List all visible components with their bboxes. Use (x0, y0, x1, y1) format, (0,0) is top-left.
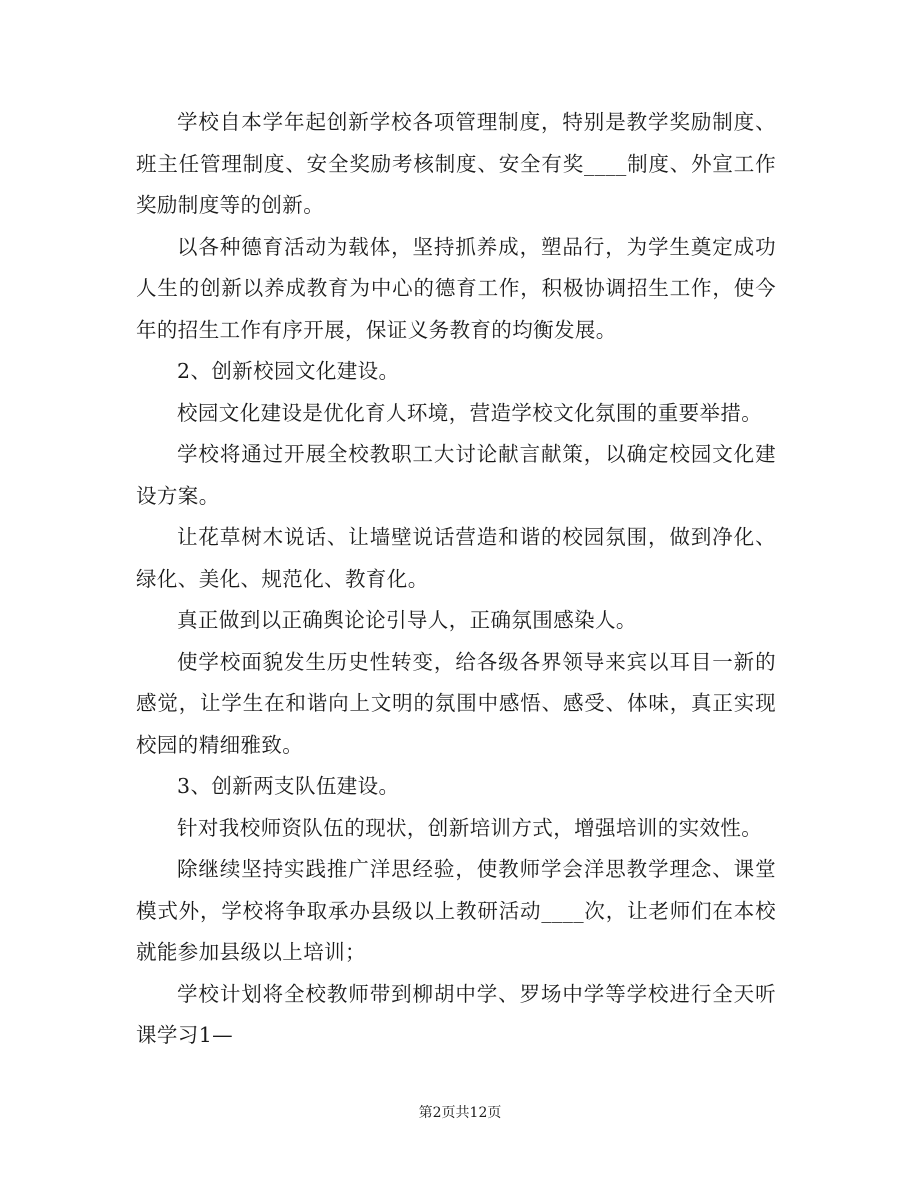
section-heading: 2、创新校园文化建设。 (177, 359, 400, 383)
paragraph: 学校将通过开展全校教职工大讨论献言献策，以确定校园文化建设方案。 (136, 442, 776, 508)
paragraph: 真正做到以正确舆论论引导人，正确氛围感染人。 (177, 608, 637, 632)
section-heading: 3、创新两支队伍建设。 (177, 774, 400, 798)
document-body (136, 102, 776, 1057)
paragraph: 以各种德育活动为载体，坚持抓养成，塑品行，为学生奠定成功人生的创新以养成教育为中心的德育工作，积极协调招生工作，使今年的招生工作有序开展，保证义务教育的均衡发展。 (136, 234, 776, 342)
paragraph: 让花草树木说话、让墙壁说话营造和谐的校园氛围，做到净化、绿化、美化、规范化、教育化。 (136, 525, 776, 591)
page-number-footer: 第2页共12页 (418, 1105, 502, 1121)
paragraph: 校园文化建设是优化育人环境，营造学校文化氛围的重要举措。 (177, 400, 763, 425)
paragraph: 使学校面貌发生历史性转变，给各级各界领导来宾以耳目一新的感觉，让学生在和谐向上文明的氛围中感悟、感受、体味，真正实现校园的精细雅致。 (136, 649, 776, 757)
paragraph: 针对我校师资队伍的现状，创新培训方式，增强培训的实效性。 (177, 815, 763, 840)
paragraph: 除继续坚持实践推广洋思经验，使教师学会洋思教学理念、课堂模式外，学校将争取承办县级以上教研活动____次，让老师们在本校就能参加县级以上培训； (136, 857, 776, 964)
paragraph: 学校自本学年起创新学校各项管理制度，特别是教学奖励制度、班主任管理制度、安全奖励考核制度、安全有奖____制度、外宣工作奖励制度等的创新。 (136, 110, 776, 217)
paragraph: 学校计划将全校教师带到柳胡中学、罗场中学等学校进行全天听课学习1— (136, 981, 776, 1047)
